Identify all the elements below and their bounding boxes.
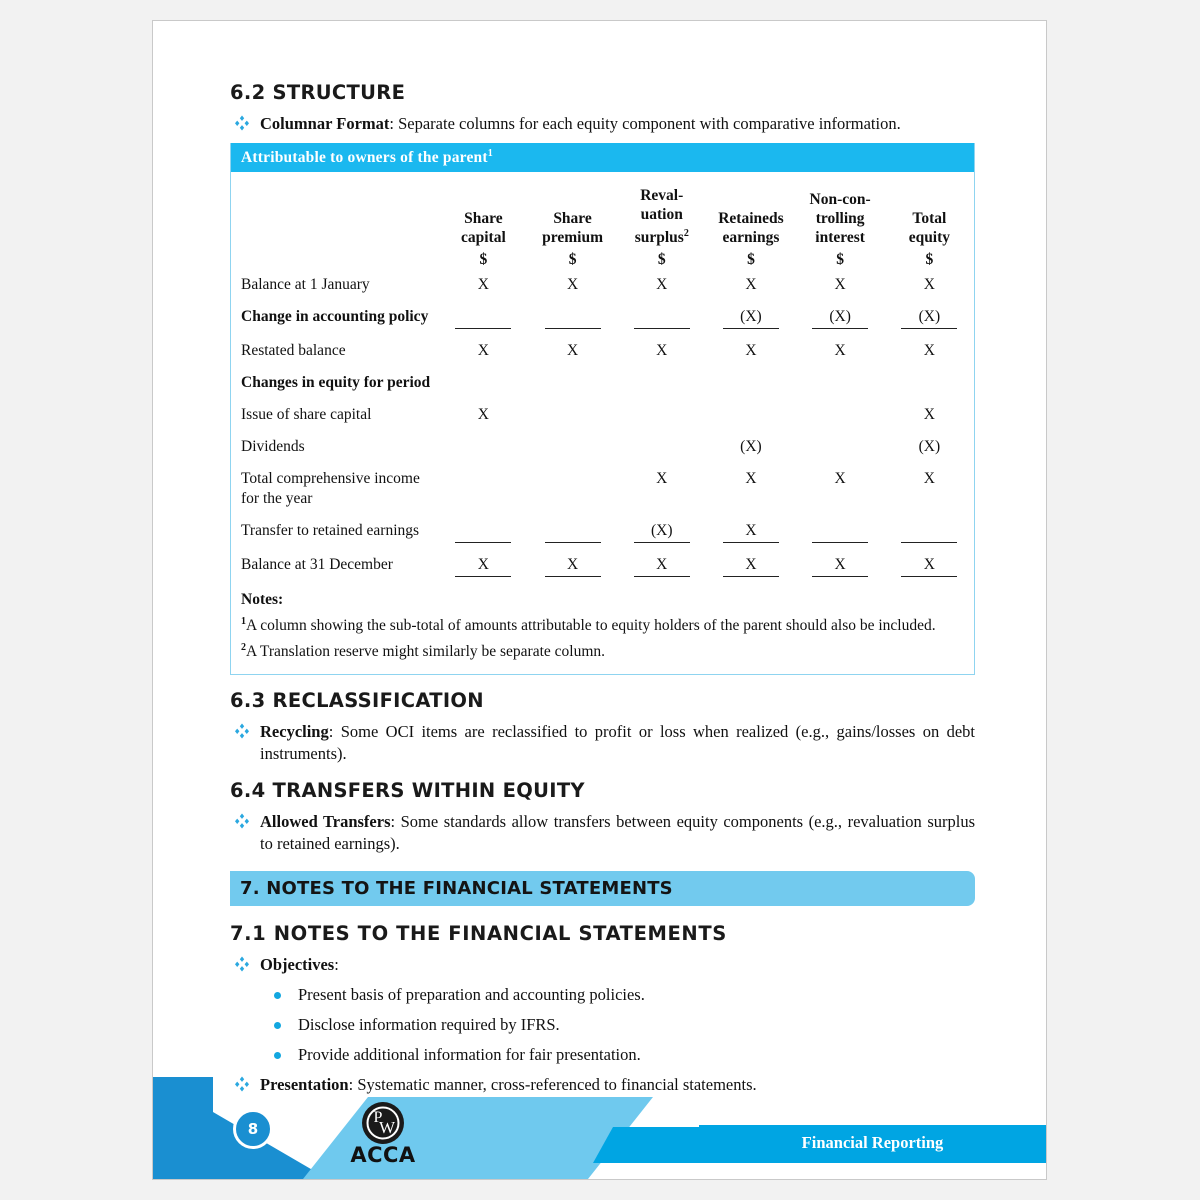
bullet-lead: Objectives — [260, 954, 335, 974]
pw-logo-icon — [361, 1101, 405, 1145]
socie-cell-value — [723, 405, 779, 425]
socie-cell-value: (X) — [812, 307, 868, 329]
socie-row-label: Total comprehensive income for the year — [241, 470, 420, 508]
bullet-allowed-transfers — [230, 811, 975, 855]
currency-total-equity: $ — [925, 251, 934, 269]
colhead-line1: Non-con- — [809, 191, 871, 209]
column-header-retained-earnings — [706, 186, 795, 251]
colhead-line2: premium — [542, 229, 603, 247]
socie-cell-share-premium — [528, 431, 617, 463]
heading-6-3: 6.3 RECLASSIFICATION — [230, 688, 484, 712]
svg-text:P: P — [373, 1109, 383, 1126]
socie-row-label: Issue of share capital — [241, 406, 372, 424]
socie-cell-value — [545, 373, 601, 393]
diamond-bullet-icon — [234, 723, 250, 739]
socie-cell-share-capital — [439, 367, 528, 399]
currency-non-controlling-interest: $ — [836, 251, 844, 269]
socie-cell-share-premium — [528, 515, 617, 549]
bullet-lead: Presentation — [260, 1074, 349, 1094]
note-marker: 2 — [241, 642, 246, 654]
socie-cell-value — [455, 469, 511, 489]
socie-cell-revaluation-surplus — [617, 367, 706, 399]
socie-cell-value — [455, 521, 511, 543]
socie-cell-non-controlling-interest — [796, 301, 885, 335]
socie-cell-value: X — [656, 342, 668, 360]
socie-cell-share-premium — [528, 463, 617, 515]
colhead-line2: capital — [460, 229, 506, 247]
socie-cell-retained-earnings — [706, 463, 795, 515]
socie-cell-retained-earnings — [706, 269, 795, 301]
socie-cell-value — [812, 373, 868, 393]
bullet-rest: : Some standards allow transfers between equity components (e.g., revaluation surplus to retained earnings). — [260, 811, 976, 853]
diamond-bullet-icon — [234, 813, 250, 829]
socie-cell-value — [545, 307, 601, 329]
bullet-recycling — [230, 721, 975, 765]
socie-thead — [231, 172, 974, 269]
socie-cell-revaluation-surplus — [617, 269, 706, 301]
socie-cell-value: X — [634, 555, 690, 577]
socie-cell-share-premium — [528, 549, 617, 583]
diamond-bullet-icon — [234, 956, 250, 972]
column-header-total-equity — [885, 186, 974, 251]
socie-cell-value — [812, 437, 868, 457]
colhead-line3: surplus — [634, 229, 684, 247]
socie-currency-row — [231, 251, 974, 269]
socie-cell-non-controlling-interest — [796, 269, 885, 301]
socie-cell-value — [455, 437, 511, 457]
note-marker: 1 — [241, 616, 246, 628]
socie-cell-share-capital — [439, 301, 528, 335]
section-7-banner: 7. NOTES TO THE FINANCIAL STATEMENTS — [230, 871, 975, 906]
socie-cell-total-equity — [885, 367, 974, 399]
bullet-rest: : Some OCI items are reclassified to profit or loss when realized (e.g., gains/losses on debt instruments). — [260, 721, 975, 763]
socie-table — [231, 172, 974, 583]
footer-graphics — [153, 1059, 1046, 1179]
socie-cell-value: X — [923, 470, 935, 488]
colhead-footnote-marker: 2 — [683, 228, 689, 240]
objective-item — [230, 984, 975, 1006]
socie-row — [231, 431, 974, 463]
acca-logo — [338, 1101, 428, 1167]
socie-cell-revaluation-surplus — [617, 431, 706, 463]
socie-cell-non-controlling-interest — [796, 367, 885, 399]
socie-cell-total-equity — [885, 549, 974, 583]
socie-cell-non-controlling-interest — [796, 463, 885, 515]
socie-cell-total-equity — [885, 431, 974, 463]
socie-cell-share-capital — [439, 515, 528, 549]
socie-cell-non-controlling-interest — [796, 399, 885, 431]
socie-cell-value: X — [923, 276, 935, 294]
bullet-lead: Recycling — [260, 721, 329, 741]
socie-cell-non-controlling-interest — [796, 549, 885, 583]
socie-cell-retained-earnings — [706, 399, 795, 431]
heading-6-2: 6.2 STRUCTURE — [230, 81, 406, 104]
socie-cell-value: X — [834, 470, 846, 488]
objective-text: Disclose information required by IFRS. — [298, 1014, 560, 1034]
socie-cell-value: X — [723, 555, 779, 577]
page-sheet — [152, 20, 1047, 1180]
socie-cell-value: X — [455, 555, 511, 577]
socie-cell-total-equity — [885, 463, 974, 515]
socie-cell-revaluation-surplus — [617, 335, 706, 367]
round-bullet-icon — [274, 992, 281, 999]
socie-cell-share-premium — [528, 399, 617, 431]
socie-cell-value: X — [834, 342, 846, 360]
socie-cell-value: X — [723, 521, 779, 543]
socie-cell-value: X — [923, 406, 935, 424]
page-content — [230, 81, 975, 1102]
socie-cell-value: X — [901, 555, 957, 577]
socie-cell-value: (X) — [634, 521, 690, 543]
socie-cell-value — [455, 373, 511, 393]
socie-column-header-row — [231, 186, 974, 251]
round-bullet-icon — [274, 1052, 281, 1059]
currency-revaluation-surplus: $ — [657, 251, 666, 269]
socie-cell-non-controlling-interest — [796, 335, 885, 367]
colhead-line1: Reval- — [640, 187, 684, 205]
bullet-rest: : Separate columns for each equity component with comparative information. — [389, 114, 901, 133]
colhead-line1: Total — [912, 210, 947, 228]
socie-cell-share-capital — [439, 463, 528, 515]
socie-cell-value: (X) — [723, 307, 779, 329]
socie-cell-value — [545, 469, 601, 489]
footer-title: Financial Reporting — [699, 1125, 1046, 1161]
socie-note-2 — [241, 637, 964, 663]
socie-cell-share-premium — [528, 335, 617, 367]
socie-cell-share-capital — [439, 549, 528, 583]
socie-cell-non-controlling-interest — [796, 515, 885, 549]
socie-cell-value: (X) — [918, 438, 941, 456]
socie-cell-value: X — [745, 470, 757, 488]
round-bullet-icon — [274, 1022, 281, 1029]
socie-row — [231, 335, 974, 367]
bullet-lead: Allowed Transfers — [260, 811, 391, 831]
socie-header-banner — [231, 143, 974, 172]
socie-cell-share-premium — [528, 367, 617, 399]
socie-corner-cell — [231, 186, 439, 251]
colhead-line2: earnings — [722, 229, 780, 247]
socie-cell-revaluation-surplus — [617, 515, 706, 549]
socie-notes — [231, 583, 974, 673]
heading-6-4: 6.4 TRANSFERS WITHIN EQUITY — [230, 778, 585, 802]
diamond-bullet-icon — [234, 115, 250, 131]
socie-cell-share-premium — [528, 301, 617, 335]
colhead-line1: Share — [464, 210, 503, 228]
colhead-line2: trolling — [815, 210, 865, 228]
page-footer — [153, 1059, 1046, 1179]
socie-cell-value — [545, 405, 601, 425]
socie-cell-value: X — [566, 276, 579, 294]
socie-cell-value: X — [656, 276, 668, 294]
socie-cell-value — [545, 437, 601, 457]
socie-cell-value: (X) — [901, 307, 957, 329]
socie-cell-value: X — [834, 276, 846, 294]
socie-row — [231, 463, 974, 515]
socie-cell-total-equity — [885, 269, 974, 301]
socie-cell-retained-earnings — [706, 431, 795, 463]
socie-cell-value — [812, 405, 868, 425]
socie-cell-value — [634, 405, 690, 425]
socie-cell-retained-earnings — [706, 515, 795, 549]
socie-cell-total-equity — [885, 515, 974, 549]
socie-cell-value — [455, 307, 511, 329]
bullet-rest: : Systematic manner, cross-referenced to financial statements. — [348, 1074, 757, 1094]
socie-cell-value: X — [745, 276, 757, 294]
socie-cell-value: X — [477, 342, 489, 360]
socie-cell-share-premium — [528, 269, 617, 301]
socie-cell-revaluation-surplus — [617, 549, 706, 583]
socie-cell-value — [812, 521, 868, 543]
currency-row-label — [231, 251, 439, 269]
objectives-list — [230, 984, 975, 1066]
column-header-revaluation-surplus — [617, 186, 706, 251]
socie-cell-total-equity — [885, 301, 974, 335]
socie-cell-share-capital — [439, 335, 528, 367]
acca-logo-text: ACCA — [350, 1143, 416, 1167]
socie-cell-share-capital — [439, 269, 528, 301]
socie-cell-value: X — [812, 555, 868, 577]
socie-cell-value — [545, 521, 601, 543]
socie-row-label: Balance at 31 December — [241, 556, 393, 574]
socie-row — [231, 399, 974, 431]
socie-row — [231, 549, 974, 583]
socie-cell-revaluation-surplus — [617, 463, 706, 515]
svg-text:W: W — [378, 1118, 396, 1137]
column-header-share-capital — [439, 186, 528, 251]
socie-cell-value: X — [923, 342, 935, 360]
colhead-line2: equity — [908, 229, 951, 247]
socie-row-label: Change in accounting policy — [241, 308, 429, 326]
socie-row — [231, 515, 974, 549]
colhead-line1: Retaineds — [718, 210, 784, 228]
colhead-line3: interest — [815, 229, 865, 247]
socie-cell-value — [634, 437, 690, 457]
socie-cell-value: X — [656, 470, 668, 488]
socie-row — [231, 301, 974, 335]
socie-top-spacer — [231, 172, 974, 186]
socie-notes-title: Notes: — [241, 591, 284, 609]
socie-cell-retained-earnings — [706, 367, 795, 399]
objective-item — [230, 1014, 975, 1036]
socie-cell-value: X — [545, 555, 601, 577]
socie-cell-non-controlling-interest — [796, 431, 885, 463]
bullet-lead: Columnar Format — [260, 114, 390, 133]
socie-cell-revaluation-surplus — [617, 301, 706, 335]
column-header-non-controlling-interest — [796, 186, 885, 251]
socie-note-1 — [241, 611, 964, 637]
note-text: A column showing the sub-total of amounts attributable to equity holders of the parent should also be included. — [246, 617, 936, 635]
bullet-columnar-format — [230, 113, 975, 135]
socie-row-label: Transfer to retained earnings — [241, 522, 420, 540]
currency-share-premium: $ — [568, 251, 577, 269]
heading-7-1: 7.1 NOTES TO THE FINANCIAL STATEMENTS — [230, 921, 727, 945]
objective-text: Provide additional information for fair presentation. — [298, 1044, 641, 1064]
socie-cell-revaluation-surplus — [617, 399, 706, 431]
socie-cell-value: X — [477, 406, 489, 424]
socie-header-banner-text: Attributable to owners of the parent — [241, 149, 488, 167]
socie-cell-value: X — [566, 342, 579, 360]
socie-cell-retained-earnings — [706, 549, 795, 583]
socie-row — [231, 367, 974, 399]
note-text: A Translation reserve might similarly be separate column. — [246, 643, 606, 661]
socie-cell-retained-earnings — [706, 301, 795, 335]
socie-row-label: Balance at 1 January — [241, 276, 370, 294]
socie-row — [231, 269, 974, 301]
socie-cell-value — [634, 373, 690, 393]
footer-dark-block — [153, 1077, 213, 1179]
socie-tbody — [231, 269, 974, 583]
page-number-badge: 8 — [233, 1109, 273, 1149]
colhead-line2: uation — [640, 206, 683, 224]
socie-cell-total-equity — [885, 335, 974, 367]
socie-cell-value: (X) — [740, 438, 762, 456]
socie-cell-share-capital — [439, 399, 528, 431]
currency-share-capital: $ — [479, 251, 488, 269]
currency-retained-earnings: $ — [747, 251, 755, 269]
socie-row-label: Dividends — [241, 438, 305, 456]
bullet-objectives — [230, 954, 975, 976]
socie-cell-value — [901, 521, 957, 543]
column-header-share-premium — [528, 186, 617, 251]
socie-cell-value — [901, 373, 957, 393]
socie-cell-retained-earnings — [706, 335, 795, 367]
bullet-rest: : — [334, 954, 339, 974]
socie-cell-value: X — [745, 342, 757, 360]
socie-cell-value — [634, 307, 690, 329]
socie-cell-total-equity — [885, 399, 974, 431]
socie-cell-value — [723, 373, 779, 393]
socie-row-label: Restated balance — [241, 342, 346, 360]
objective-text: Present basis of preparation and accounting policies. — [298, 984, 645, 1004]
colhead-line1: Share — [553, 210, 592, 228]
socie-header-footnote-marker: 1 — [487, 148, 493, 159]
socie-cell-value: X — [477, 276, 489, 294]
socie-row-label: Changes in equity for period — [241, 374, 431, 392]
socie-cell-share-capital — [439, 431, 528, 463]
socie-table-box — [230, 143, 975, 675]
